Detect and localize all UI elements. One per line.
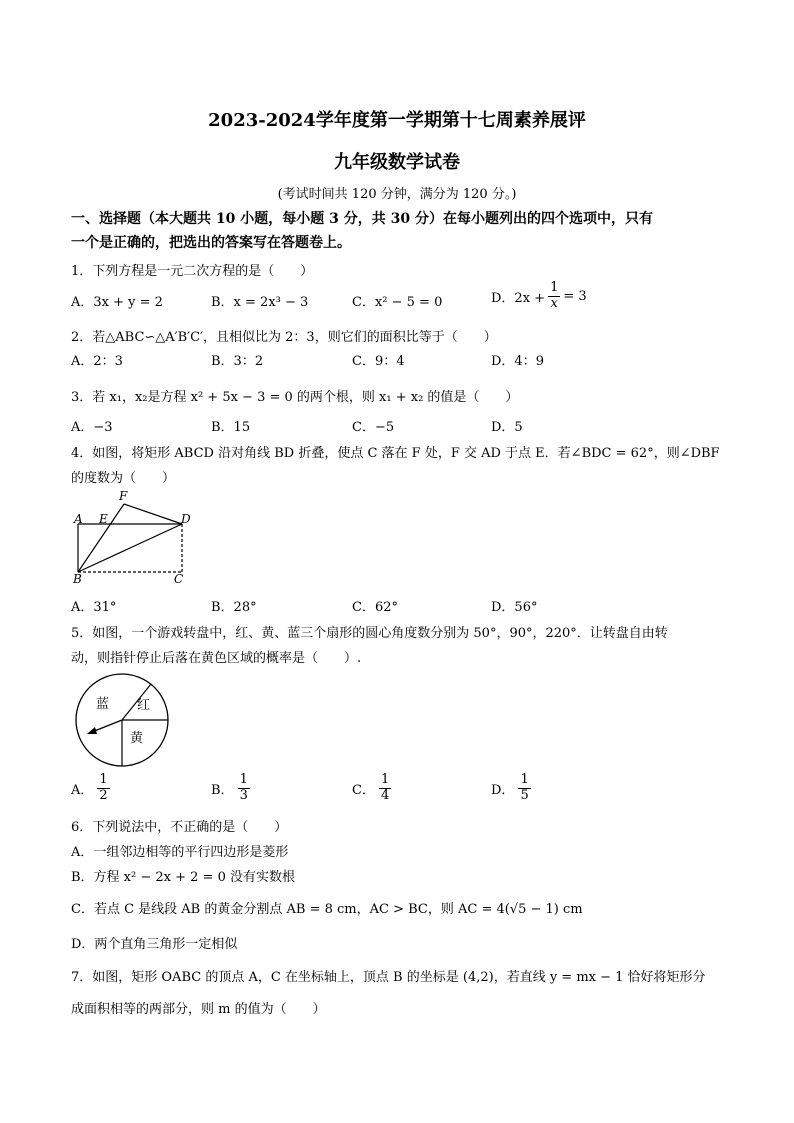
q5-b-label: B． [211, 782, 234, 798]
q1-d-fraction [548, 281, 560, 312]
label-e: E [99, 512, 108, 526]
q5-a-numerator: 1 [99, 772, 108, 787]
q5-c-numerator: 1 [380, 772, 390, 787]
q4-stem-line1: 4．如图，将矩形 ABCD 沿对角线 BD 折叠，使点 C 落在 F 处，F 交 AD 于点 E．若∠BDC = 62°，则∠DBF [71, 446, 720, 461]
sector-red-label: 红 [137, 698, 151, 713]
q3-option-c: C．−5 [352, 420, 395, 435]
label-c: C [174, 572, 184, 584]
q3-option-b: B．15 [211, 420, 251, 435]
section-heading-line1: 一、选择题（本大题共 10 小题，每小题 3 分，共 30 分）在每小题列出的四个选项中，只有 [71, 211, 653, 227]
q5-option-b [211, 773, 250, 804]
q1-d-denominator: x [550, 295, 558, 311]
q5-b-denominator: 3 [239, 787, 248, 803]
q5-d-fraction [518, 773, 530, 804]
label-f: F [119, 489, 128, 503]
q5-d-label: D． [491, 782, 515, 798]
q5-c-label: C． [352, 782, 375, 798]
q1-stem: 1．下列方程是一元二次方程的是（ ） [71, 264, 314, 279]
q4-fold-figure [66, 488, 196, 584]
q5-b-fraction [238, 773, 250, 804]
label-d: D [181, 512, 191, 526]
q5-d-numerator: 1 [520, 772, 529, 787]
label-b: B [73, 572, 82, 584]
q2-stem: 2．若△ABC∽△A′B′C′，且相似比为 2：3，则它们的面积比等于（ ） [71, 330, 497, 345]
exam-note: (考试时间共 120 分钟，满分为 120 分。) [277, 187, 517, 202]
q4-option-b: B．28° [211, 600, 257, 615]
q1-d-numerator: 1 [550, 280, 559, 295]
exam-subtitle: 九年级数学试卷 [334, 152, 460, 173]
q5-d-denominator: 5 [520, 787, 529, 803]
q5-c-fraction [379, 773, 391, 804]
q5-option-a [71, 773, 110, 804]
q5-a-label: A． [71, 782, 94, 798]
q1-option-b: B．x = 2x³ − 3 [211, 295, 309, 310]
q6-stem: 6．下列说法中，不正确的是（ ） [71, 820, 288, 835]
q5-b-numerator: 1 [239, 772, 248, 787]
q3-option-a: A．−3 [71, 420, 113, 435]
q1-option-d [491, 281, 587, 312]
spinner-pointer-arrowhead [87, 727, 97, 734]
q1-d-prefix: D．2x + [491, 290, 546, 306]
q6-option-d: D．两个直角三角形一定相似 [71, 937, 238, 952]
q4-option-c: C．62° [352, 600, 398, 615]
q4-option-d: D．56° [491, 600, 538, 615]
q1-option-c: C．x² − 5 = 0 [352, 295, 443, 310]
q5-c-denominator: 4 [380, 787, 390, 803]
q2-option-d: D．4：9 [491, 354, 544, 369]
q5-a-denominator: 2 [99, 787, 108, 803]
q5-stem-line1: 5．如图，一个游戏转盘中，红、黄、蓝三个扇形的圆心角度数分别为 50°，90°，220°．让转盘自由转 [71, 626, 668, 641]
q6-option-a: A．一组邻边相等的平行四边形是菱形 [71, 845, 289, 860]
q5-stem-line2: 动，则指针停止后落在黄色区域的概率是（ ）. [71, 651, 362, 666]
q5-option-c [352, 773, 391, 804]
exam-title: 2023-2024学年度第一学期第十七周素养展评 [208, 110, 586, 131]
q1-option-a: A．3x + y = 2 [71, 295, 163, 310]
q2-option-b: B．3：2 [211, 354, 264, 369]
q4-option-a: A．31° [71, 600, 117, 615]
q4-stem-line2: 的度数为（ ） [71, 471, 176, 486]
q7-stem-line2: 成面积相等的两部分，则 m 的值为（ ） [71, 1002, 326, 1017]
segment-fd [124, 504, 182, 524]
q3-option-d: D．5 [491, 420, 523, 435]
spinner-pointer [92, 720, 122, 732]
q2-option-c: C．9：4 [352, 354, 405, 369]
label-a: A [74, 512, 83, 526]
q5-a-fraction [97, 773, 109, 804]
q6-option-c: C．若点 C 是线段 AB 的黄金分割点 AB = 8 cm，AC > BC，则 AC = 4(√5 − 1) cm [71, 902, 583, 917]
sector-yellow-label: 黄 [130, 731, 144, 746]
sector-blue-label: 蓝 [96, 697, 110, 712]
q3-stem: 3．若 x₁，x₂是方程 x² + 5x − 3 = 0 的两个根，则 x₁ + x₂ 的值是（ ） [71, 390, 519, 405]
q5-option-d [491, 773, 531, 804]
q1-d-suffix: = 3 [563, 288, 587, 304]
q5-spinner-figure [70, 670, 180, 770]
q6-option-b: B．方程 x² − 2x + 2 = 0 没有实数根 [71, 870, 295, 885]
section-heading-line2: 一个是正确的，把选出的答案写在答题卷上。 [71, 235, 351, 251]
q2-option-a: A．2：3 [71, 354, 123, 369]
q7-stem-line1: 7．如图，矩形 OABC 的顶点 A，C 在坐标轴上，顶点 B 的坐标是 (4,2)，若直线 y = mx − 1 恰好将矩形分 [71, 970, 706, 985]
